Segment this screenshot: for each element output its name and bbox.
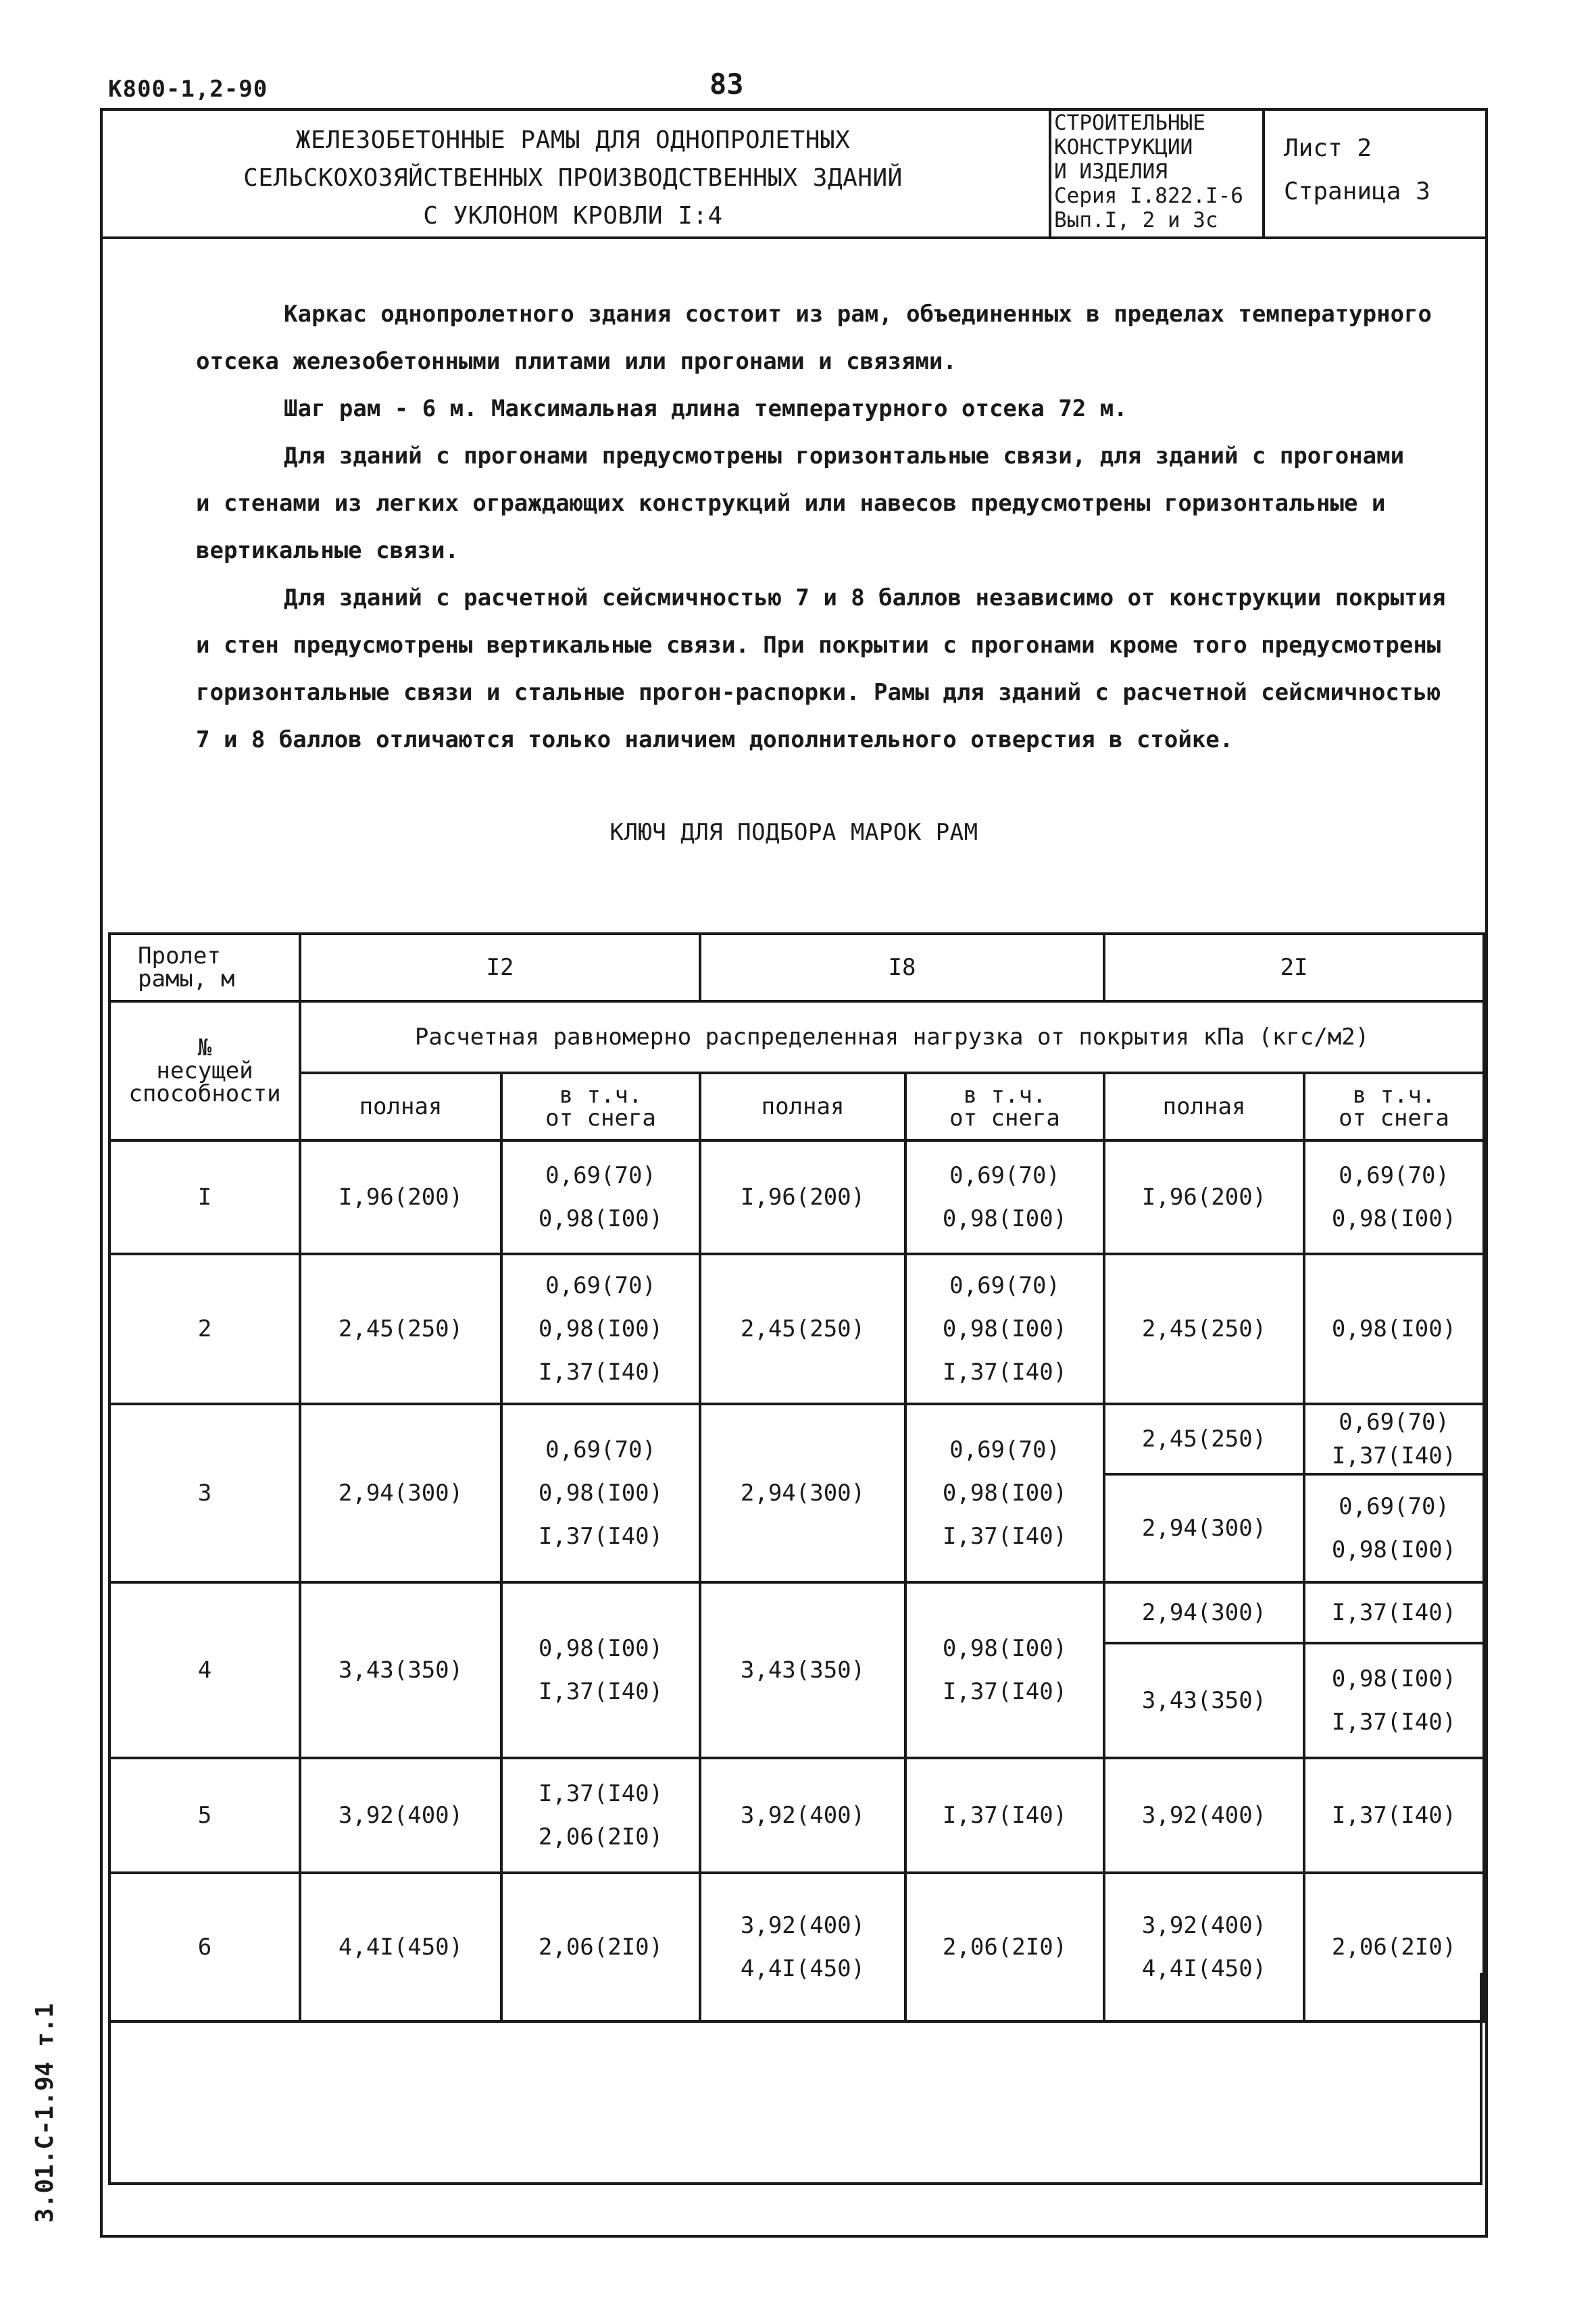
snow-value: 0,69(70): [949, 1162, 1060, 1189]
paragraph-line: вертикальные связи.: [196, 537, 459, 564]
full-value: 3,92(400): [740, 1912, 866, 1939]
document-code: K800-1,2-90: [108, 76, 268, 103]
snow-value: 0,98(I00): [942, 1315, 1068, 1342]
full-load-header: полная: [1104, 1073, 1304, 1140]
table-bottom-border-left: [108, 1973, 111, 2182]
snow-value: 0,98(I00): [942, 1205, 1068, 1232]
full-load: [1104, 1873, 1304, 2021]
paragraph-line: отсека железобетонными плитами или прогонами и связями.: [196, 348, 957, 375]
paragraph-line: Каркас однопролетного здания состоит из рам, объединенных в пределах температурного: [284, 301, 1432, 328]
full-load: [700, 1873, 905, 2021]
full-load: 4,4I(450): [300, 1873, 501, 2021]
snow-value: I,37(I40): [1331, 1442, 1457, 1469]
snow-label: в т.ч.: [559, 1082, 643, 1109]
title-divider: [1262, 108, 1265, 239]
snow-value: I,37(I40): [1331, 1709, 1457, 1736]
snow-value: 0,69(70): [949, 1272, 1060, 1299]
paragraph-line: горизонтальные связи и стальные прогон-распорки. Рамы для зданий с расчетной сейсмичностью: [196, 679, 1441, 706]
capacity-header: [109, 1001, 300, 1140]
snow-load: [501, 1140, 700, 1254]
capacity-number: 4: [109, 1582, 300, 1758]
capacity-label: №: [197, 1034, 212, 1061]
full-load: 2,94(300): [1104, 1582, 1304, 1643]
snow-value: I,37(I40): [942, 1359, 1068, 1386]
series-line: Вып.I, 2 и 3с: [1054, 208, 1218, 232]
snow-value: I,37(I40): [538, 1780, 664, 1807]
snow-load: I,37(I40): [905, 1758, 1104, 1873]
paragraph-line: Для зданий с расчетной сейсмичностью 7 и 8 баллов независимо от конструкции покрытия: [284, 584, 1446, 611]
span-label: Пролет: [138, 942, 221, 970]
series-block: [1054, 111, 1260, 232]
sheet-block: [1284, 127, 1430, 213]
span-header-row: [109, 934, 1484, 1001]
snow-value: 0,98(I00): [1331, 1205, 1457, 1232]
snow-value: 0,98(I00): [538, 1315, 664, 1342]
snow-value: 0,69(70): [545, 1162, 656, 1189]
full-load-header: полная: [300, 1073, 501, 1140]
capacity-number: 3: [109, 1404, 300, 1582]
snow-load: 0,98(I00): [1304, 1254, 1484, 1404]
side-code: 3.01.C-1.94 т.1: [31, 2003, 59, 2223]
snow-value: 0,98(I00): [942, 1635, 1068, 1662]
snow-value: I,37(I40): [942, 1523, 1068, 1550]
full-load: 2,45(250): [300, 1254, 501, 1404]
full-load: 2,94(300): [300, 1404, 501, 1582]
table-row: [109, 1254, 1484, 1404]
series-line: КОНСТРУКЦИИ: [1054, 135, 1193, 159]
snow-value: I,37(I40): [538, 1359, 664, 1386]
span-label: рамы, м: [138, 965, 235, 992]
snow-load: 2,06(2I0): [501, 1873, 700, 2021]
full-load: 3,92(400): [1104, 1758, 1304, 1873]
snow-load: [905, 1582, 1104, 1758]
snow-load: [501, 1254, 700, 1404]
snow-value: I,37(I40): [942, 1678, 1068, 1705]
snow-load: [1304, 1643, 1484, 1758]
full-load: 3,43(350): [700, 1582, 905, 1758]
snow-value: 0,98(I00): [1331, 1536, 1457, 1563]
snow-load: [501, 1582, 700, 1758]
paragraph-line: и стен предусмотрены вертикальные связи. При покрытии с прогонами кроме того предусмотрены: [196, 632, 1441, 659]
full-load: 2,94(300): [1104, 1474, 1304, 1582]
full-load: 2,94(300): [700, 1404, 905, 1582]
paragraph-line: и стенами из легких ограждающих конструкций или навесов предусмотрены горизонтальные и: [196, 490, 1386, 517]
snow-load: [501, 1758, 700, 1873]
paragraph-line: 7 и 8 баллов отличаются только наличием дополнительного отверстия в стойке.: [196, 726, 1234, 753]
full-value: 4,4I(450): [1141, 1955, 1267, 1982]
full-load: 2,45(250): [1104, 1254, 1304, 1404]
capacity-number: 6: [109, 1873, 300, 2021]
title-line: СЕЛЬСКОХОЗЯЙСТВЕННЫХ ПРОИЗВОДСТВЕННЫХ ЗДАНИЙ: [243, 164, 903, 192]
snow-value: 0,69(70): [1339, 1162, 1449, 1189]
span-value: I2: [300, 934, 700, 1001]
snow-load: [905, 1140, 1104, 1254]
title-divider: [1049, 108, 1051, 239]
full-load: I,96(200): [700, 1140, 905, 1254]
page-label: Страница 3: [1284, 178, 1430, 205]
page-number: 83: [709, 68, 744, 101]
snow-load: [1304, 1474, 1484, 1582]
span-value: 2I: [1104, 934, 1484, 1001]
snow-load: [1304, 1404, 1484, 1474]
paragraph-line: Шаг рам - 6 м. Максимальная длина температурного отсека 72 м.: [284, 395, 1128, 422]
snow-label: от снега: [949, 1105, 1060, 1132]
full-load-header: полная: [700, 1073, 905, 1140]
snow-label: в т.ч.: [1352, 1082, 1436, 1109]
capacity-label: несущей: [156, 1057, 253, 1084]
table-row: [109, 1873, 1484, 2021]
capacity-number: I: [109, 1140, 300, 1254]
snow-load-header: [501, 1073, 700, 1140]
series-line: И ИЗДЕЛИЯ: [1054, 159, 1168, 184]
snow-load-header: [905, 1073, 1104, 1140]
load-header-row: [109, 1001, 1484, 1073]
snow-value: 0,69(70): [545, 1436, 656, 1463]
full-load: 2,45(250): [1104, 1404, 1304, 1474]
snow-value: 0,98(I00): [538, 1635, 664, 1662]
subheader-row: [109, 1073, 1484, 1140]
full-load: 3,43(350): [300, 1582, 501, 1758]
snow-label: в т.ч.: [963, 1082, 1047, 1109]
snow-label: от снега: [1339, 1105, 1449, 1132]
snow-load: I,37(I40): [1304, 1758, 1484, 1873]
snow-load: [905, 1254, 1104, 1404]
snow-value: I,37(I40): [538, 1678, 664, 1705]
snow-value: 0,69(70): [1339, 1409, 1449, 1436]
snow-load: 2,06(2I0): [1304, 1873, 1484, 2021]
snow-load: I,37(I40): [1304, 1582, 1484, 1643]
capacity-number: 2: [109, 1254, 300, 1404]
title-line: С УКЛОНОМ КРОВЛИ I:4: [423, 202, 723, 230]
document-title: [100, 122, 1046, 235]
snow-value: 0,98(I00): [942, 1480, 1068, 1507]
full-load: I,96(200): [1104, 1140, 1304, 1254]
series-line: СТРОИТЕЛЬНЫЕ: [1054, 111, 1205, 135]
span-value: I8: [700, 934, 1104, 1001]
snow-load: 2,06(2I0): [905, 1873, 1104, 2021]
capacity-label: способности: [128, 1080, 281, 1107]
snow-value: 0,98(I00): [538, 1205, 664, 1232]
sheet-label: Лист 2: [1284, 134, 1372, 162]
snow-value: 0,98(I00): [538, 1480, 664, 1507]
snow-value: 2,06(2I0): [538, 1823, 664, 1851]
body-text: [196, 291, 1466, 763]
snow-load-header: [1304, 1073, 1484, 1140]
snow-label: от снега: [545, 1105, 656, 1132]
full-load: 3,92(400): [300, 1758, 501, 1873]
snow-value: 0,69(70): [949, 1436, 1060, 1463]
table-row: [109, 1140, 1484, 1254]
load-header: Расчетная равномерно распределенная нагрузка от покрытия кПа (кгс/м2): [300, 1001, 1484, 1073]
table-row: [109, 1758, 1484, 1873]
series-line: Серия I.822.I-6: [1054, 184, 1243, 208]
table-bottom-border: [108, 2182, 1482, 2185]
full-load: 3,43(350): [1104, 1643, 1304, 1758]
full-load: 3,92(400): [700, 1758, 905, 1873]
full-value: 3,92(400): [1141, 1912, 1267, 1939]
table-bottom-border-right: [1480, 1973, 1482, 2182]
snow-value: 0,69(70): [545, 1272, 656, 1299]
snow-value: 0,98(I00): [1331, 1665, 1457, 1692]
table-row: [109, 1404, 1484, 1474]
full-value: 4,4I(450): [740, 1955, 866, 1982]
table-title: КЛЮЧ ДЛЯ ПОДБОРА МАРОК РАМ: [609, 819, 978, 846]
snow-value: 0,69(70): [1339, 1493, 1449, 1520]
paragraph-line: Для зданий с прогонами предусмотрены горизонтальные связи, для зданий с прогонами: [284, 443, 1405, 470]
full-load: I,96(200): [300, 1140, 501, 1254]
span-header: [109, 934, 300, 1001]
full-load: 2,45(250): [700, 1254, 905, 1404]
snow-load: [905, 1404, 1104, 1582]
snow-load: [1304, 1140, 1484, 1254]
snow-load: [501, 1404, 700, 1582]
frame-key-table: [108, 932, 1485, 2023]
table-row: [109, 1582, 1484, 1643]
title-line: ЖЕЛЕЗОБЕТОННЫЕ РАМЫ ДЛЯ ОДНОПРОЛЕТНЫХ: [295, 126, 851, 154]
snow-value: I,37(I40): [538, 1523, 664, 1550]
capacity-number: 5: [109, 1758, 300, 1873]
